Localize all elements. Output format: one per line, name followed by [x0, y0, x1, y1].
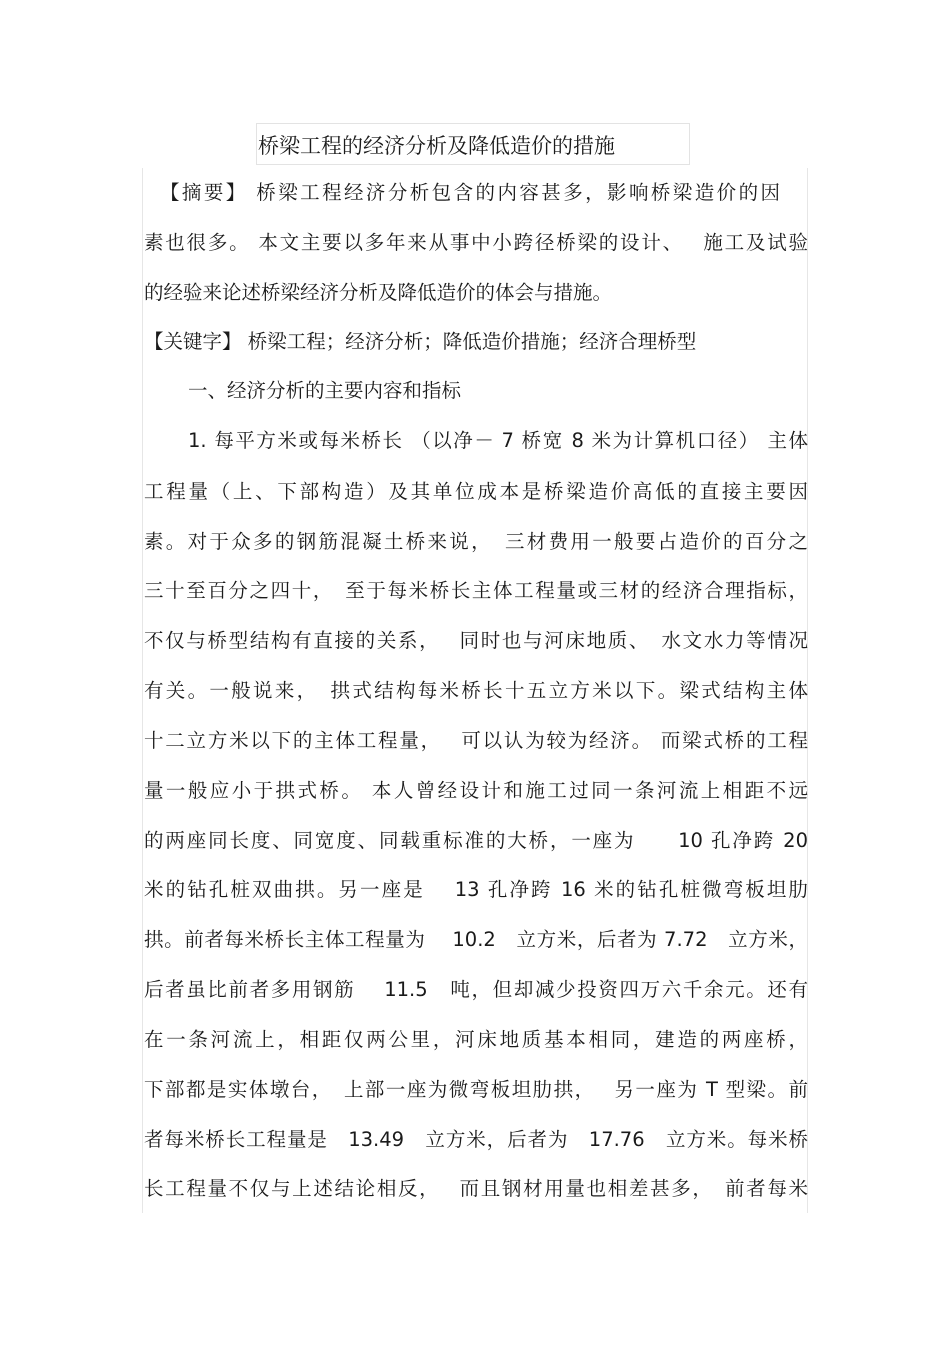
- paragraph-line: 下部都是实体墩台， 上部一座为微弯板坦肋拱， 另一座为 T 型梁。前: [144, 1078, 808, 1101]
- abstract-line: 的经验来论述桥梁经济分析及降低造价的体会与措施。: [144, 281, 613, 304]
- document-title: 桥梁工程的经济分析及降低造价的措施: [258, 134, 615, 158]
- paragraph-line: 者每米桥长工程量是 13.49 立方米，后者为 17.76 立方米。每米桥: [144, 1128, 808, 1151]
- paragraph-line: 不仅与桥型结构有直接的关系， 同时也与河床地质、 水文水力等情况: [144, 629, 808, 652]
- paragraph-line: 的两座同长度、同宽度、同载重标准的大桥，一座为 10 孔净跨 20: [144, 829, 808, 852]
- paragraph-line: 素。对于众多的钢筋混凝土桥来说， 三材费用一般要占造价的百分之: [144, 530, 808, 553]
- paragraph-line: 工程量（上、下部构造）及其单位成本是桥梁造价高低的直接主要因: [144, 480, 808, 503]
- paragraph-line: 三十至百分之四十， 至于每米桥长主体工程量或三材的经济合理指标，: [144, 579, 808, 602]
- paragraph-line: 量一般应小于拱式桥。 本人曾经设计和施工过同一条河流上相距不远: [144, 779, 808, 802]
- paragraph-line: 拱。前者每米桥长主体工程量为 10.2 立方米，后者为 7.72 立方米，: [144, 928, 808, 951]
- paragraph-line: 有关。一般说来， 拱式结构每米桥长十五立方米以下。梁式结构主体: [144, 679, 808, 702]
- paragraph-line: 十二立方米以下的主体工程量， 可以认为较为经济。 而梁式桥的工程: [144, 729, 808, 752]
- abstract-line: 【摘要】 桥梁工程经济分析包含的内容甚多，影响桥梁造价的因: [160, 181, 780, 204]
- paragraph-line: 长工程量不仅与上述结论相反， 而且钢材用量也相差甚多， 前者每米: [144, 1177, 808, 1200]
- abstract-line: 素也很多。 本文主要以多年来从事中小跨径桥梁的设计、 施工及试验: [144, 231, 808, 254]
- keywords-line: 【关键字】 桥梁工程；经济分析；降低造价措施；经济合理桥型: [144, 330, 697, 353]
- section-heading: 一、经济分析的主要内容和指标: [188, 379, 462, 402]
- paragraph-line: 米的钻孔桩双曲拱。另一座是 13 孔净跨 16 米的钻孔桩微弯板坦肋: [144, 878, 808, 901]
- paragraph-line: 1. 每平方米或每米桥长 （以净－ 7 桥宽 8 米为计算机口径） 主体: [188, 429, 808, 452]
- paragraph-line: 后者虽比前者多用钢筋 11.5 吨，但却减少投资四万六千余元。还有: [144, 978, 808, 1001]
- paragraph-line: 在一条河流上，相距仅两公里，河床地质基本相同，建造的两座桥，: [144, 1028, 808, 1051]
